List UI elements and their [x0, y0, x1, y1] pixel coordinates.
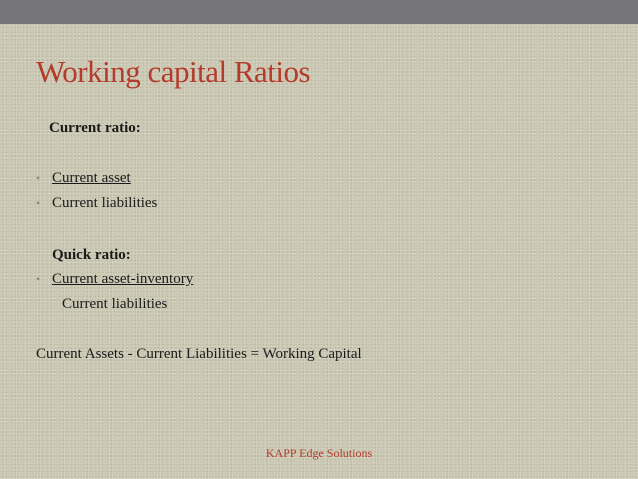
current-ratio-numerator: Current asset [52, 170, 131, 186]
current-ratio-denominator: Current liabilities [52, 195, 158, 211]
bullet-icon: • [36, 196, 41, 210]
quick-ratio-denominator: Current liabilities [62, 296, 168, 312]
quick-ratio-numerator: Current asset-inventory [52, 271, 194, 287]
footer-text: KAPP Edge Solutions [265, 446, 373, 460]
quick-ratio-numerator-item [36, 271, 193, 288]
bullet-icon: • [36, 171, 41, 185]
current-ratio-denominator-item [36, 195, 157, 212]
quick-ratio-heading: Quick ratio: [52, 247, 131, 263]
working-capital-formula: Current Assets - Current Liabilities = Working Capital [36, 346, 362, 362]
current-ratio-heading: Current ratio: [49, 120, 141, 136]
current-ratio-numerator-item [36, 170, 131, 187]
bullet-icon: • [36, 272, 41, 286]
top-bar [0, 0, 638, 24]
slide-title: Working capital Ratios [36, 54, 311, 89]
